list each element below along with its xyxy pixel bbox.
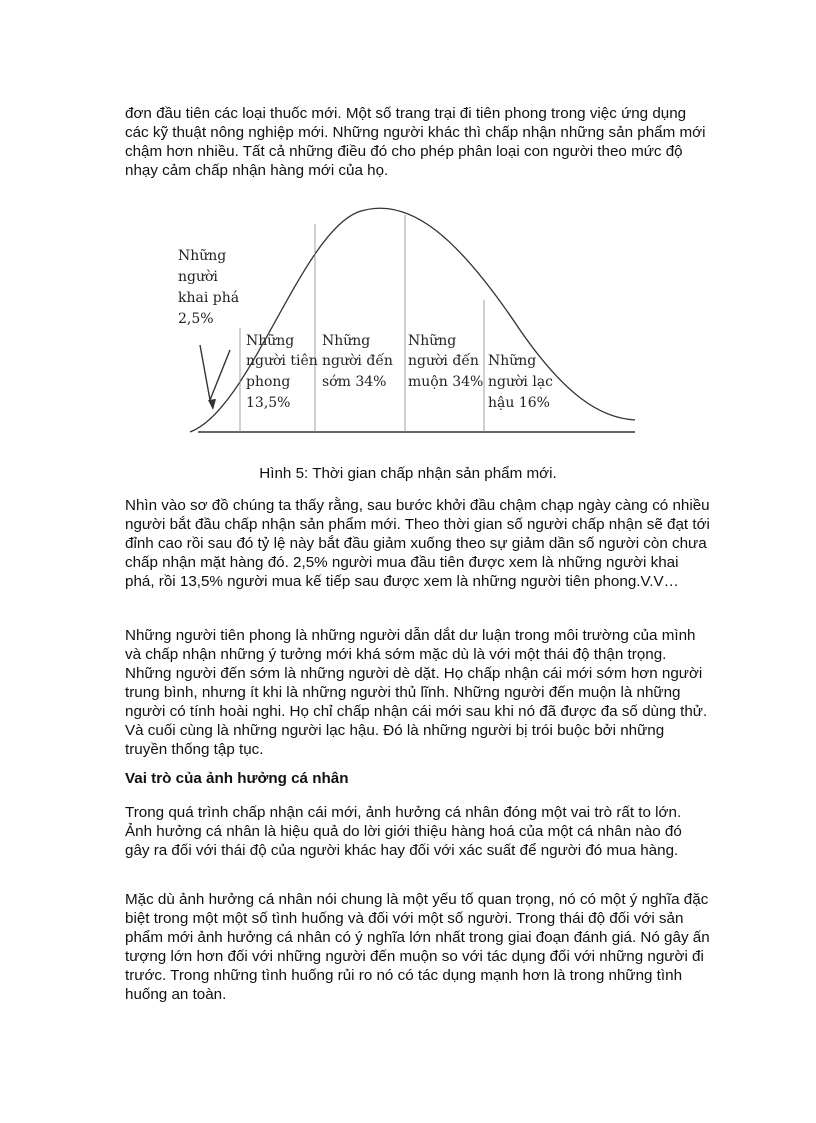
- segment-line: người lạc: [488, 374, 554, 390]
- paragraph-personal-influence: Trong quá trình chấp nhận cái mới, ảnh hưởng cá nhân đóng một vai trò rất to lớn. Ảnh hưởng cá nhân là hiệu quả do lời giới thiệu hàng hoá của một cá nhân nào đó gây ra đối với thái độ của người khác hay đối với xác suất để người đó mua hàng.: [125, 804, 682, 859]
- paragraph-influence-significance: Mặc dù ảnh hưởng cá nhân nói chung là một yếu tố quan trọng, nó có một ý nghĩa đặc biệt trong một một số tình huống và đối với một số người. Trong thái độ đối với sản phẩm mới ảnh hưởng cá nhân có ý nghĩa lớn nhất trong giai đoạn đánh giá. Nó gây ấn tượng lớn hơn đối với những người đến muộn so với tác dụng đối với những người đi trước. Trong những tình huống rủi ro nó có tác dụng mạnh hơn là trong những tình huống an toàn.: [125, 891, 710, 1003]
- figure-caption: Hình 5: Thời gian chấp nhận sản phẩm mới.: [259, 465, 557, 482]
- paragraph-diagram-explanation: Nhìn vào sơ đồ chúng ta thấy rằng, sau bước khởi đầu chậm chạp ngày càng có nhiều người bắt đầu chấp nhận sản phẩm mới. Theo thời gian số người chấp nhận sẽ đạt tới đỉnh cao rồi sau đó tỷ lệ này bắt đầu giảm xuống theo sự giảm dần số người còn chưa chấp nhận mặt hàng đó. 2,5% người mua đầu tiên được xem là những người khai phá, rồi 13,5% người mua kế tiếp sau được xem là những người tiên phong.V.V…: [125, 497, 710, 590]
- adoption-curve-chart: [178, 200, 640, 440]
- segment-line: Những: [246, 333, 295, 349]
- section-heading: Vai trò của ảnh hưởng cá nhân: [125, 770, 349, 787]
- segment-label-early-adopters: [246, 333, 318, 411]
- innovators-arrow: [200, 345, 230, 400]
- segment-line: khai phá: [178, 290, 240, 306]
- segment-line: người đến: [322, 353, 393, 369]
- segment-line: người tiên: [246, 353, 318, 369]
- segment-label-late-majority: [408, 333, 483, 390]
- innovators-arrowhead: [208, 399, 216, 410]
- segment-line: Những: [178, 248, 227, 264]
- segment-line: người: [178, 269, 218, 285]
- segment-line: sớm 34%: [322, 374, 387, 390]
- segment-line: Những: [408, 333, 457, 349]
- segment-line: 13,5%: [246, 395, 291, 411]
- segment-line: Những: [488, 353, 537, 369]
- segment-label-early-majority: [322, 333, 393, 390]
- segment-line: hậu 16%: [488, 395, 550, 411]
- segment-line: muộn 34%: [408, 374, 484, 390]
- paragraph-adopter-types: Những người tiên phong là những người dẫn dắt dư luận trong môi trường của mình và chấp nhận những ý tưởng mới khá sớm mặc dù là với một thái độ thận trọng. Những người đến sớm là những người dè dặt. Họ chấp nhận cái mới sớm hơn người trung bình, nhưng ít khi là những người thủ lĩnh. Những người đến muộn là những người có tính hoài nghi. Họ chỉ chấp nhận cái mới sau khi nó đã được đa số dùng thử. Và cuối cùng là những người lạc hậu. Đó là những người bị trói buộc bởi những truyền thống tập tục.: [125, 627, 708, 758]
- segment-line: Những: [322, 333, 371, 349]
- segment-line: phong: [246, 374, 291, 390]
- segment-line: 2,5%: [178, 311, 214, 327]
- intro-paragraph: đơn đầu tiên các loại thuốc mới. Một số trang trại đi tiên phong trong việc ứng dụng các kỹ thuật nông nghiệp mới. Những người khác thì chấp nhận những sản phẩm mới chậm hơn nhiều. Tất cả những điều đó cho phép phân loại con người theo mức độ nhạy cảm chấp nhận hàng mới của họ.: [125, 105, 706, 179]
- segment-line: người đến: [408, 353, 479, 369]
- segment-label-innovators: [178, 248, 239, 327]
